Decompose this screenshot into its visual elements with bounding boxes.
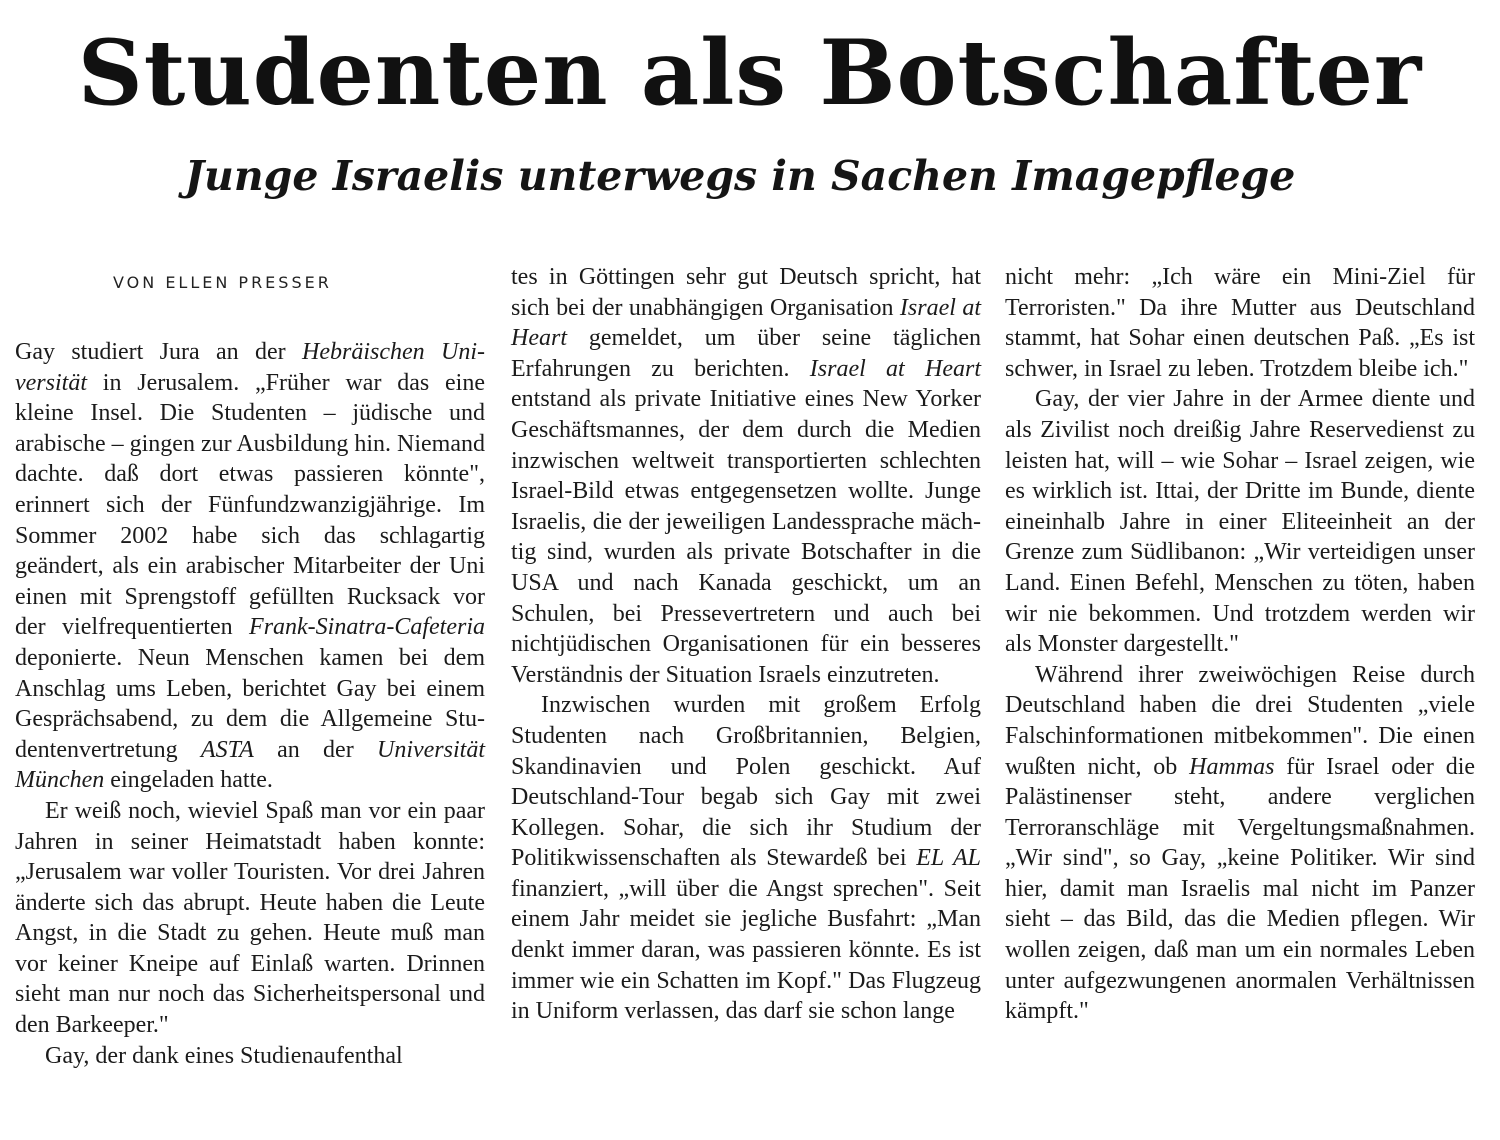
article-paragraph — [15, 337, 485, 796]
column-2-body — [511, 262, 981, 1027]
paragraph-text: Gay, der dank eines Studienaufenthal — [45, 1042, 403, 1069]
paragraph-text: tes in Göttingen sehr gut Deutsch spricht, hat sich bei der unabhängigen Organisation — [511, 264, 981, 321]
column-3-body — [1005, 262, 1475, 1027]
paragraph-text: eingeladen hatte. — [104, 767, 273, 794]
emphasized-text: Hebräischen Universität — [15, 339, 485, 396]
paragraph-text: Gay studiert Jura an der — [15, 339, 302, 365]
paragraph-text: Inzwischen wurden mit großem Erfolg Studenten nach Großbritannien, Belgien, Skandinavien und Polen geschickt. Auf Deutschland-Tour begab sich Gay mit zwei Kollegen. Sohar, die sich ihr Studium der Politikwissenschaften als Stewardeß bei — [511, 692, 981, 872]
emphasized-text: Israel at Heart — [809, 355, 981, 382]
emphasized-text: Frank-Sinatra-Cafeteria — [249, 614, 485, 641]
article-column-2 — [511, 262, 981, 1027]
article-paragraph — [1005, 660, 1475, 1027]
emphasized-text: ASTA — [200, 736, 254, 763]
article-column-1 — [15, 262, 485, 1071]
article-subheadline: Junge Israelis unterwegs in Sachen Imagepflege — [184, 152, 1296, 200]
article-paragraph — [15, 1041, 485, 1072]
paragraph-text: Er weiß noch, wieviel Spaß man vor ein paar Jahren in seiner Heimatstadt haben konnte: „Jerusalem war voller Touristen. Vor drei Jahren änderte sich das abrupt. Heute haben die Leute Angst, in die Stadt zu gehen. Heute muß man vor keiner Kneipe auf Einlaß warten. Drinnen sieht man nur noch das Sicherheitspersonal und den Barkeeper." — [15, 797, 485, 1039]
paragraph-text: gemeldet, um über seine täglichen Erfahrungen zu berichten. — [511, 325, 981, 382]
paragraph-text: entstand als private Initiative eines New Yorker Geschäftsmannes, der dem durch die Medien inzwischen weltweit transportierten schlechten Israel-Bild etwas entgegensetzen wollte. Junge Israelis, die der jeweiligen Landessprache mächtig sind, wurden als private Botschafter in die USA und nach Kanada geschickt, um an Schulen, bei Pressevertretern und auch bei nichtjüdischen Organisationen für ein besseres Verständnis der Situation Israels einzutreten. — [511, 386, 981, 688]
paragraph-text: Während ihrer zweiwöchigen Reise durch Deutschland haben die drei Studenten „viele Falschinformationen mitbekommen". Die einen wußten nicht, ob — [1005, 661, 1475, 780]
paragraph-text: für Israel oder die Palästinenser steht, andere verglichen Terroranschläge mit Vergeltungsmaßnahmen. „Wir sind", so Gay, „keine Politiker. Wir sind hier, damit man Israelis mal nicht im Panzer sieht – das Bild, das die Medien pflegen. Wir wollen zeigen, daß man um ein normales Leben unter aufgezwungenen anormalen Verhältnissen kämpft." — [1005, 753, 1476, 1025]
paragraph-text: finanziert, „will über die Angst sprechen". Seit einem Jahr meidet sie jegliche Busfahrt: „Man denkt immer daran, was passieren könnte. Es ist immer wie ein Schatten im Kopf." Das Flugzeug in Uniform verlassen, das darf sie schon lange — [511, 875, 981, 1025]
article-paragraph — [511, 690, 981, 1027]
emphasized-text: EL AL — [916, 845, 981, 872]
emphasized-text: Universität München — [15, 736, 485, 794]
article-paragraph — [1005, 262, 1475, 384]
paragraph-text: Gay, der vier Jahre in der Armee diente und als Zivilist noch dreißig Jahre Reservedienst zu leisten hat, will – wie Sohar – Israel zeigen, wie es wirklich ist. Ittai, der Dritte im Bunde, diente eineinhalb Jahre in einer Eliteeinheit an der Grenze zum Südlibanon: „Wir verteidigen unser Land. Einen Befehl, Menschen zu töten, haben wir nie bekommen. Und trotzdem werden wir als Monster dargestellt." — [1005, 386, 1475, 658]
paragraph-text: in Jerusalem. „Früher war das eine kleine Insel. Die Studenten – jüdische und arabische – gingen zur Ausbildung hin. Niemand dachte. daß dort etwas passieren könnte", erinnert sich der Fünfundzwanzigjährige. Im Sommer 2002 habe sich das schlagartig geändert, als ein arabischer Mitarbeiter der Uni einen mit Sprengstoff gefüllten Rucksack vor der vielfrequentierten — [15, 369, 485, 641]
article-column-3 — [1005, 262, 1475, 1027]
article-paragraph — [15, 796, 485, 1041]
article-paragraph — [511, 262, 981, 690]
byline: VON ELLEN PRESSER — [113, 273, 332, 292]
article-headline: Studenten als Botschafter — [77, 20, 1423, 126]
paragraph-text: an der — [253, 736, 377, 763]
paragraph-text: deponierte. Neun Menschen kamen bei dem Anschlag ums Leben, berichtet Gay bei einem Gesprächsabend, zu dem die Allgemeine Studentenvertretung — [15, 644, 485, 763]
column-1-body — [15, 337, 485, 1071]
emphasized-text: Hammas — [1189, 753, 1275, 780]
emphasized-text: Israel at Heart — [511, 294, 981, 352]
paragraph-text: nicht mehr: „Ich wäre ein Mini-Ziel für Terroristen." Da ihre Mutter aus Deutschland stammt, hat Sohar einen deutschen Paß. „Es ist schwer, in Israel zu leben. Trotzdem bleibe ich." — [1005, 264, 1475, 382]
article-paragraph — [1005, 384, 1475, 659]
